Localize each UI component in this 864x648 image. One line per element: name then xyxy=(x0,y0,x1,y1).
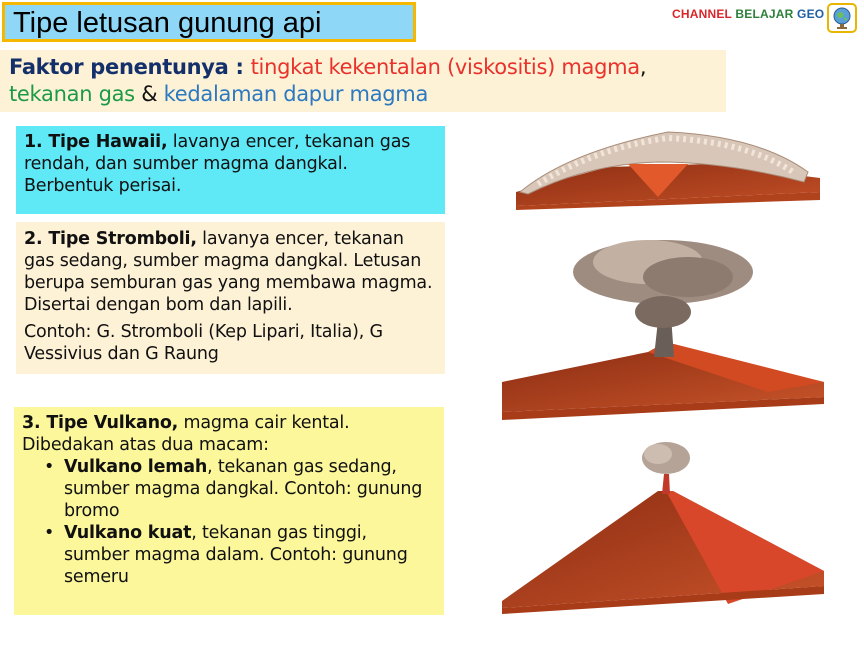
brand-part-1: CHANNEL xyxy=(672,7,732,21)
vulkano-type-box xyxy=(14,407,444,615)
stromboli-type-box xyxy=(16,222,445,374)
hawaii-type-desc: lavanya encer, tekanan gas rendah, dan sumber magma dangkal. Berbentuk perisai. xyxy=(24,132,411,196)
factor-gas-pressure: tekanan gas xyxy=(9,82,135,106)
hawaii-volcano-illustration xyxy=(508,122,828,214)
hawaii-type-box xyxy=(16,126,445,214)
bullet-icon: • xyxy=(44,457,55,477)
list-item xyxy=(44,456,436,522)
factor-banner xyxy=(0,50,726,112)
factor-separator-1: , xyxy=(639,55,647,79)
stromboli-type-name: 2. Tipe Stromboli, xyxy=(24,229,197,249)
channel-brand xyxy=(672,7,824,21)
subtype-name: Vulkano lemah xyxy=(64,457,208,477)
subtype-desc: , tekanan gas sedang, sumber magma dangkal. Contoh: gunung bromo xyxy=(64,457,423,521)
globe-logo-icon xyxy=(827,3,857,33)
factor-text xyxy=(9,54,646,108)
stromboli-type-text xyxy=(24,228,437,316)
vulkano-type-text xyxy=(22,412,436,456)
title-box xyxy=(2,2,416,42)
factor-heading: Faktor penentunya : xyxy=(9,55,251,79)
bullet-icon: • xyxy=(44,523,55,543)
brand-part-2: BELAJAR xyxy=(735,7,794,21)
brand-part-3: GEO xyxy=(797,7,825,21)
list-item xyxy=(44,522,436,588)
stromboli-example: Contoh: G. Stromboli (Kep Lipari, Italia), G Vessivius dan G Raung xyxy=(24,322,383,364)
vulkano-type-desc: magma cair kental. Dibedakan atas dua macam: xyxy=(22,413,350,455)
stromboli-volcano-illustration xyxy=(498,232,828,422)
vulkano-subtype-list xyxy=(22,456,436,588)
factor-viscosity: tingkat kekentalan (viskositis) magma xyxy=(250,55,640,79)
vulkano-type-name: 3. Tipe Vulkano, xyxy=(22,413,179,433)
page-title: Tipe letusan gunung api xyxy=(13,7,322,39)
subtype-desc: , tekanan gas tinggi, sumber magma dalam. Contoh: gunung semeru xyxy=(64,523,408,587)
factor-magma-depth: kedalaman dapur magma xyxy=(163,82,429,106)
stromboli-type-desc: lavanya encer, tekanan gas sedang, sumber magma dangkal. Letusan berupa semburan gas yang membawa magma. Disertai dengan bom dan lapili. xyxy=(24,229,433,315)
factor-separator-2: & xyxy=(134,82,164,106)
vulkano-volcano-illustration xyxy=(498,436,828,616)
hawaii-type-name: 1. Tipe Hawaii, xyxy=(24,132,168,152)
subtype-name: Vulkano kuat xyxy=(64,523,192,543)
